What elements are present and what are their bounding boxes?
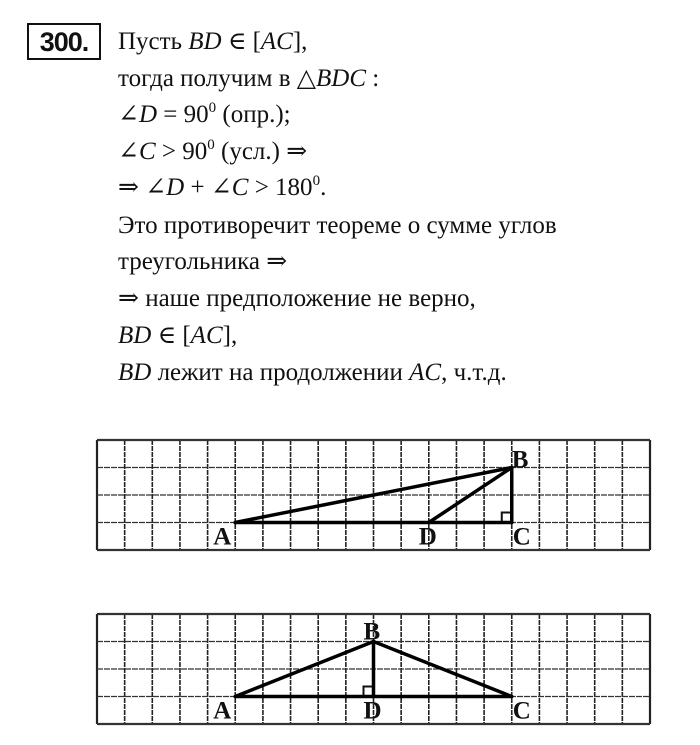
- text-fragment: (усл.) ⇒: [214, 138, 308, 165]
- text-fragment: ∈ [: [151, 322, 191, 349]
- math-symbol: D: [166, 174, 185, 201]
- point-label-B: B: [511, 446, 529, 474]
- text-fragment: ],: [292, 28, 308, 55]
- text-line: [118, 358, 507, 388]
- text-fragment: = 90: [157, 101, 209, 128]
- text-fragment: лежит на продолжении: [151, 359, 410, 386]
- math-symbol: D: [138, 101, 158, 128]
- text-fragment: :: [366, 65, 380, 92]
- text-line: [118, 100, 291, 130]
- text-fragment: , ч.т.д.: [441, 359, 507, 386]
- text-fragment: ∠: [118, 101, 139, 128]
- point-label-C: C: [512, 523, 531, 551]
- point-label-D: D: [418, 523, 437, 551]
- text-line: [118, 27, 307, 57]
- text-fragment: ⇒ ∠: [118, 174, 167, 201]
- text-fragment: ],: [222, 322, 238, 349]
- problem-number: 300.: [27, 23, 101, 60]
- text-line: [118, 247, 287, 277]
- math-symbol: BD: [188, 28, 222, 55]
- text-line: [118, 64, 379, 94]
- math-symbol: BD: [118, 359, 152, 386]
- text-line: [118, 211, 557, 241]
- text-fragment: ∠: [118, 138, 139, 165]
- text-fragment: Пусть: [118, 28, 189, 55]
- text-line: [118, 321, 237, 351]
- point-label-D: D: [363, 697, 382, 725]
- point-label-A: A: [213, 697, 232, 725]
- figure-1-grid: [97, 440, 650, 550]
- superscript: 0: [207, 137, 215, 153]
- point-label-C: C: [512, 697, 531, 725]
- text-fragment: ∈ [: [221, 28, 261, 55]
- text-fragment: + ∠: [184, 174, 232, 201]
- math-symbol: BD: [118, 322, 152, 349]
- text-line: [118, 284, 476, 314]
- superscript: 0: [208, 100, 217, 116]
- math-symbol: C: [231, 174, 249, 201]
- text-fragment: .: [320, 174, 327, 201]
- math-symbol: BDC: [316, 65, 366, 92]
- point-label-B: B: [363, 618, 381, 646]
- text-fragment: треугольника ⇒: [118, 248, 288, 275]
- math-symbol: AC: [190, 322, 223, 349]
- text-fragment: (опр.);: [216, 101, 291, 128]
- text-fragment: тогда получим в △: [118, 65, 316, 92]
- math-symbol: AC: [260, 28, 293, 55]
- text-line: [118, 137, 307, 167]
- math-symbol: C: [138, 138, 156, 165]
- point-label-A: A: [213, 523, 232, 551]
- math-symbol: AC: [409, 359, 442, 386]
- text-fragment: Это противоречит теореме о сумме углов: [118, 212, 557, 239]
- text-fragment: > 180: [248, 174, 313, 201]
- text-fragment: > 90: [155, 138, 208, 165]
- text-line: [118, 173, 326, 203]
- figure-2-grid: [97, 614, 650, 724]
- text-fragment: ⇒ наше предположение не верно,: [118, 285, 476, 312]
- superscript: 0: [312, 173, 321, 189]
